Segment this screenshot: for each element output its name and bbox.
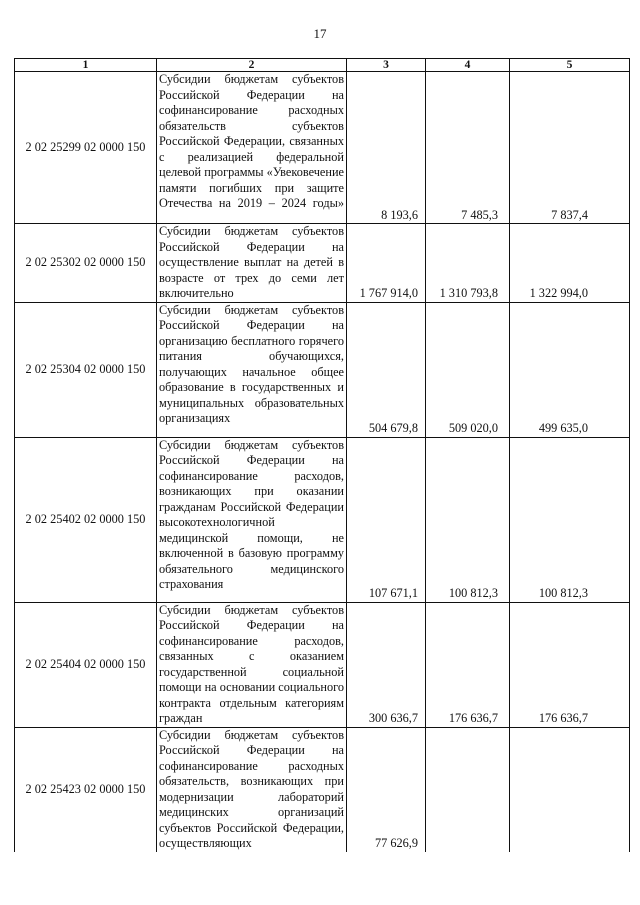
table-header-row bbox=[15, 59, 630, 72]
row-value-col5: 100 812,3 bbox=[510, 437, 630, 602]
row-value-col5: 176 636,7 bbox=[510, 602, 630, 727]
table-row bbox=[15, 437, 630, 602]
row-value-col3: 77 626,9 bbox=[347, 727, 426, 852]
budget-table bbox=[14, 58, 630, 852]
row-description: Субсидии бюджетам субъектов Российской Федерации на софинансирование расходных обязательств, возникающих при модернизации лабораторий медицинских организаций субъектов Российской Федерации, осуществляющих bbox=[157, 727, 347, 852]
row-code: 2 02 25302 02 0000 150 bbox=[15, 224, 157, 303]
row-description: Субсидии бюджетам субъектов Российской Федерации на организацию бесплатного горячего питания обучающихся, получающих начальное общее образование в государственных и муниципальных образовательных организациях bbox=[157, 302, 347, 437]
column-header-1: 1 bbox=[15, 59, 157, 72]
row-code: 2 02 25402 02 0000 150 bbox=[15, 437, 157, 602]
page-number: 17 bbox=[313, 26, 327, 41]
row-value-col4: 7 485,3 bbox=[426, 72, 510, 224]
column-header-5: 5 bbox=[510, 59, 630, 72]
row-value-col4: 100 812,3 bbox=[426, 437, 510, 602]
row-value-col4: 509 020,0 bbox=[426, 302, 510, 437]
row-description: Субсидии бюджетам субъектов Российской Федерации на осуществление выплат на детей в возрасте от трех до семи лет включительно bbox=[157, 224, 347, 303]
table-row bbox=[15, 224, 630, 303]
row-code: 2 02 25304 02 0000 150 bbox=[15, 302, 157, 437]
table-row bbox=[15, 72, 630, 224]
row-value-col5: 1 322 994,0 bbox=[510, 224, 630, 303]
row-value-col5 bbox=[510, 727, 630, 852]
row-value-col4 bbox=[426, 727, 510, 852]
table-row bbox=[15, 602, 630, 727]
column-header-4: 4 bbox=[426, 59, 510, 72]
row-value-col4: 176 636,7 bbox=[426, 602, 510, 727]
column-header-3: 3 bbox=[347, 59, 426, 72]
column-header-2: 2 bbox=[157, 59, 347, 72]
row-value-col3: 1 767 914,0 bbox=[347, 224, 426, 303]
table-row bbox=[15, 727, 630, 852]
table-row bbox=[15, 302, 630, 437]
row-code: 2 02 25299 02 0000 150 bbox=[15, 72, 157, 224]
row-value-col3: 8 193,6 bbox=[347, 72, 426, 224]
row-description: Субсидии бюджетам субъектов Российской Федерации на софинансирование расходных обязательств субъектов Российской Федерации, связанных с реализацией федеральной целевой программы «Увековечение памяти погибших при защите Отечества на 2019 – 2024 годы» bbox=[157, 72, 347, 224]
row-value-col3: 504 679,8 bbox=[347, 302, 426, 437]
row-code: 2 02 25423 02 0000 150 bbox=[15, 727, 157, 852]
row-description: Субсидии бюджетам субъектов Российской Федерации на софинансирование расходов, связанных с оказанием государственной социальной помощи на основании социального контракта отдельным категориям граждан bbox=[157, 602, 347, 727]
row-value-col3: 107 671,1 bbox=[347, 437, 426, 602]
row-value-col5: 499 635,0 bbox=[510, 302, 630, 437]
row-code: 2 02 25404 02 0000 150 bbox=[15, 602, 157, 727]
row-description: Субсидии бюджетам субъектов Российской Федерации на софинансирование расходов, возникающих при оказании гражданам Российской Федерации высокотехнологичной медицинской помощи, не включенной в базовую программу обязательного медицинского страхования bbox=[157, 437, 347, 602]
row-value-col5: 7 837,4 bbox=[510, 72, 630, 224]
row-value-col4: 1 310 793,8 bbox=[426, 224, 510, 303]
row-value-col3: 300 636,7 bbox=[347, 602, 426, 727]
